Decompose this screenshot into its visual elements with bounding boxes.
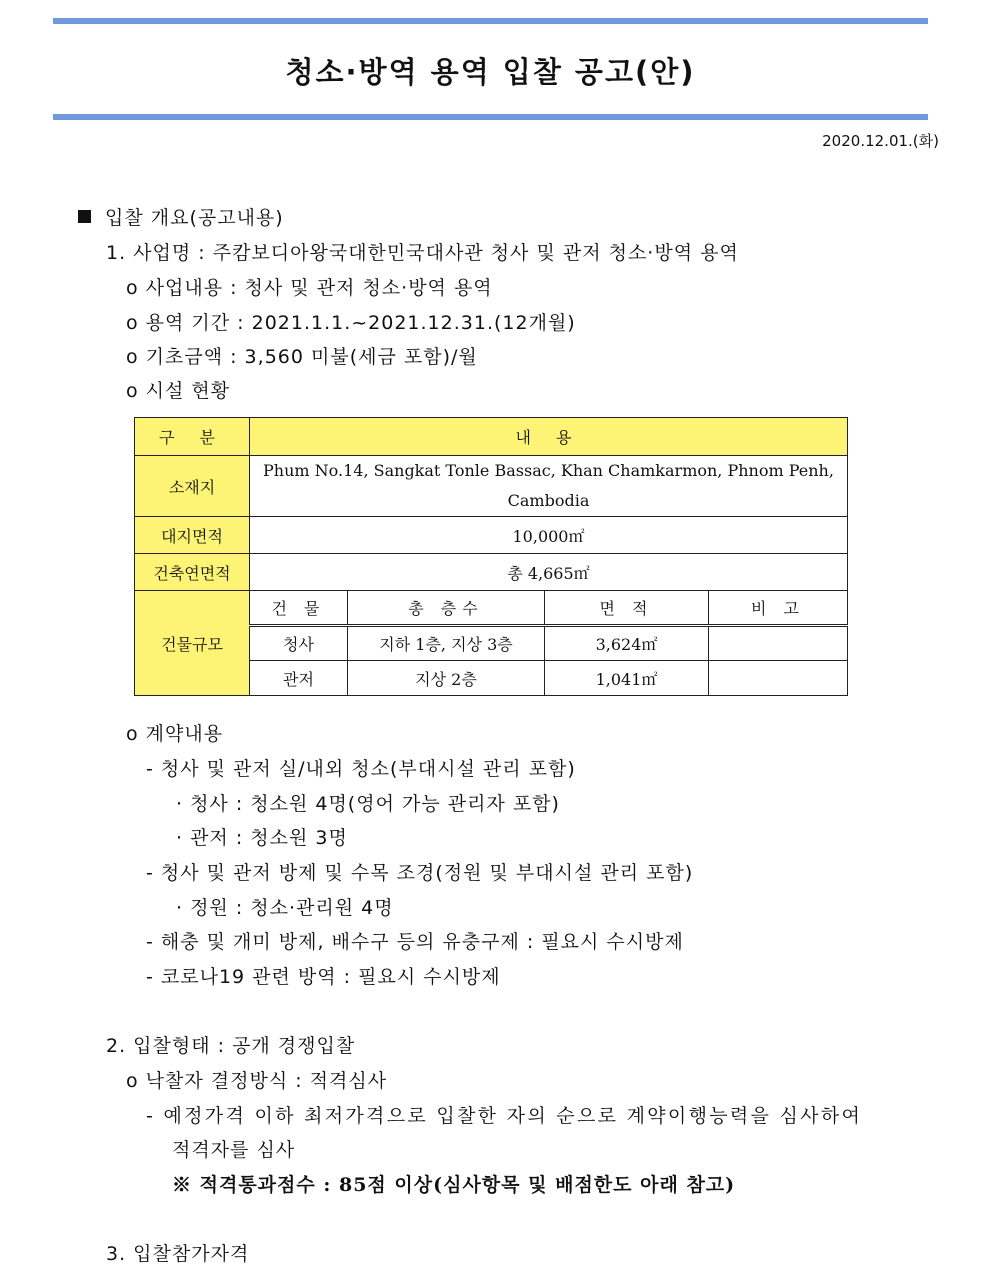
square-bullet-icon <box>78 210 91 223</box>
bottom-rule <box>53 114 928 120</box>
table-header-content: 내 용 <box>250 418 848 456</box>
table-header-category: 구 분 <box>135 418 250 456</box>
floor-area-value: 총 4,665㎡ <box>250 554 848 591</box>
award-desc-1: - 예정가격 이하 최저가격으로 입찰한 자의 순으로 계약이행능력을 심사하여 <box>146 1105 863 1127</box>
contract-item-b: - 청사 및 관저 방제 및 수목 조경(정원 및 부대시설 관리 포함) <box>146 862 694 884</box>
contract-item-a1: · 청사 : 청소원 4명(영어 가능 관리자 포함) <box>176 793 560 815</box>
bid-qualification: 3. 입찰참가자격 <box>106 1243 250 1265</box>
contract-item-a: - 청사 및 관저 실/내외 청소(부대시설 관리 포함) <box>146 758 576 780</box>
section-heading <box>78 203 284 230</box>
award-desc-2: 적격자를 심사 <box>172 1139 296 1161</box>
project-name: 1. 사업명 : 주캄보디아왕국대한민국대사관 청사 및 관저 청소·방역 용역 <box>106 242 739 264</box>
site-area-label: 대지면적 <box>135 517 250 554</box>
site-area-value: 10,000㎡ <box>250 517 848 554</box>
location-label: 소재지 <box>135 456 250 517</box>
pass-score-note: ※ 적격통과점수 : 85점 이상(심사항목 및 배점한도 아래 참고) <box>172 1174 736 1196</box>
row-area: 3,624㎡ <box>545 626 709 661</box>
contract-item-d: - 코로나19 관련 방역 : 필요시 수시방제 <box>146 966 501 988</box>
row-area: 1,041㎡ <box>545 661 709 696</box>
location-value <box>250 456 848 517</box>
row-building: 관저 <box>250 661 348 696</box>
contract-item-b1: · 정원 : 청소·관리원 4명 <box>176 897 394 919</box>
row-note <box>709 626 848 661</box>
location-line-2: Cambodia <box>507 491 590 510</box>
subheader-building: 건 물 <box>250 591 348 626</box>
base-amount: o 기초금액 : 3,560 미불(세금 포함)/월 <box>126 346 478 368</box>
row-floors: 지상 2층 <box>348 661 545 696</box>
page-title: 청소·방역 용역 입찰 공고(안) <box>285 55 696 89</box>
contract-heading: o 계약내용 <box>126 723 224 745</box>
section-heading-text: 입찰 개요(공고내용) <box>105 207 284 229</box>
project-content: o 사업내용 : 청사 및 관저 청소·방역 용역 <box>126 277 493 299</box>
facility-table <box>134 417 848 696</box>
row-building: 청사 <box>250 626 348 661</box>
award-method: o 낙찰자 결정방식 : 적격심사 <box>126 1070 388 1092</box>
location-line-1: Phum No.14, Sangkat Tonle Bassac, Khan Chamkarmon, Phnom Penh, <box>263 461 834 480</box>
subheader-floors: 총 층수 <box>348 591 545 626</box>
bid-type: 2. 입찰형태 : 공개 경쟁입찰 <box>106 1035 356 1057</box>
service-period: o 용역 기간 : 2021.1.1.~2021.12.31.(12개월) <box>126 312 576 334</box>
row-note <box>709 661 848 696</box>
building-scale-label: 건물규모 <box>135 591 250 696</box>
contract-item-c: - 해충 및 개미 방제, 배수구 등의 유충구제 : 필요시 수시방제 <box>146 931 684 953</box>
row-floors: 지하 1층, 지상 3층 <box>348 626 545 661</box>
facility-heading: o 시설 현황 <box>126 380 231 402</box>
subheader-note: 비 고 <box>709 591 848 626</box>
top-rule <box>53 18 928 24</box>
subheader-area: 면 적 <box>545 591 709 626</box>
document-date: 2020.12.01.(화) <box>822 132 939 150</box>
floor-area-label: 건축연면적 <box>135 554 250 591</box>
contract-item-a2: · 관저 : 청소원 3명 <box>176 827 348 849</box>
